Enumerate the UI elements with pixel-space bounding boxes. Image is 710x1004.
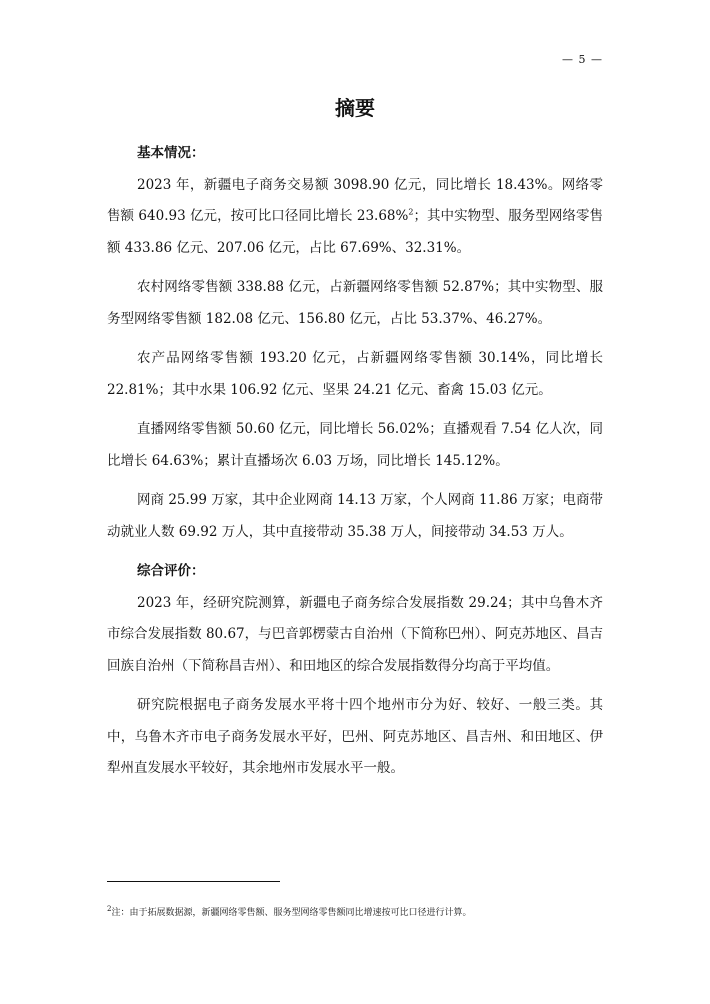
main-content bbox=[107, 138, 603, 793]
paragraph-classification: 研究院根据电子商务发展水平将十四个地州市分为好、较好、一般三类。其中，乌鲁木齐市电子商务发展水平好，巴州、阿克苏地区、昌吉州、和田地区、伊犁州直发展水平较好，其余地州市发展水平一般。 bbox=[107, 697, 603, 776]
footnote-marker: 2 bbox=[107, 905, 112, 913]
paragraph-text: ；其中实物型、服务型网络零售额 433.86 亿元、207.06 亿元，占比 67.69%、32.31%。 bbox=[107, 208, 604, 256]
footnote-ref: 2 bbox=[408, 207, 414, 217]
footnote-divider bbox=[107, 881, 280, 882]
paragraph-development-index: 2023 年，经研究院测算，新疆电子商务综合发展指数 29.24；其中乌鲁木齐市综合发展指数 80.67，与巴音郭楞蒙古自治州（下简称巴州）、阿克苏地区、昌吉回族自治州（下简称昌吉州）、和田地区的综合发展指数得分均高于平均值。 bbox=[107, 594, 603, 674]
paragraph-livestream: 直播网络零售额 50.60 亿元，同比增长 56.02%；直播观看 7.54 亿人次，同比增长 64.63%；累计直播场次 6.03 万场，同比增长 145.12%。 bbox=[107, 421, 603, 469]
section-heading-evaluation: 综合评价： bbox=[137, 563, 205, 579]
paragraph-rural-retail: 农村网络零售额 338.88 亿元，占新疆网络零售额 52.87%；其中实物型、服务型网络零售额 182.08 亿元、156.80 亿元，占比 53.37%、46.27%。 bbox=[107, 279, 603, 327]
paragraph-ecommerce-volume bbox=[107, 170, 603, 265]
page-number: — 5 — bbox=[562, 53, 603, 66]
paragraph-agri-products: 农产品网络零售额 193.20 亿元，占新疆网络零售额 30.14%，同比增长 22.81%；其中水果 106.92 亿元、坚果 24.21 亿元、畜禽 15.03 亿元。 bbox=[107, 350, 603, 398]
paragraph-text: 2023 年，新疆电子商务交易额 3098.90 亿元，同比增长 18.43%。网络零售额 640.93 亿元，按可比口径同比增长 23.68% bbox=[107, 176, 603, 224]
footnote-text: 注：由于拓展数据源，新疆网络零售额、服务型网络零售额同比增速按可比口径进行计算。 bbox=[111, 908, 472, 918]
section-heading-basic: 基本情况： bbox=[137, 145, 205, 161]
paragraph-online-merchants: 网商 25.99 万家，其中企业网商 14.13 万家，个人网商 11.86 万家；电商带动就业人数 69.92 万人，其中直接带动 35.38 万人，间接带动 34.53 万人。 bbox=[107, 492, 603, 540]
footnote bbox=[107, 902, 603, 920]
page-title: 摘要 bbox=[335, 96, 375, 120]
